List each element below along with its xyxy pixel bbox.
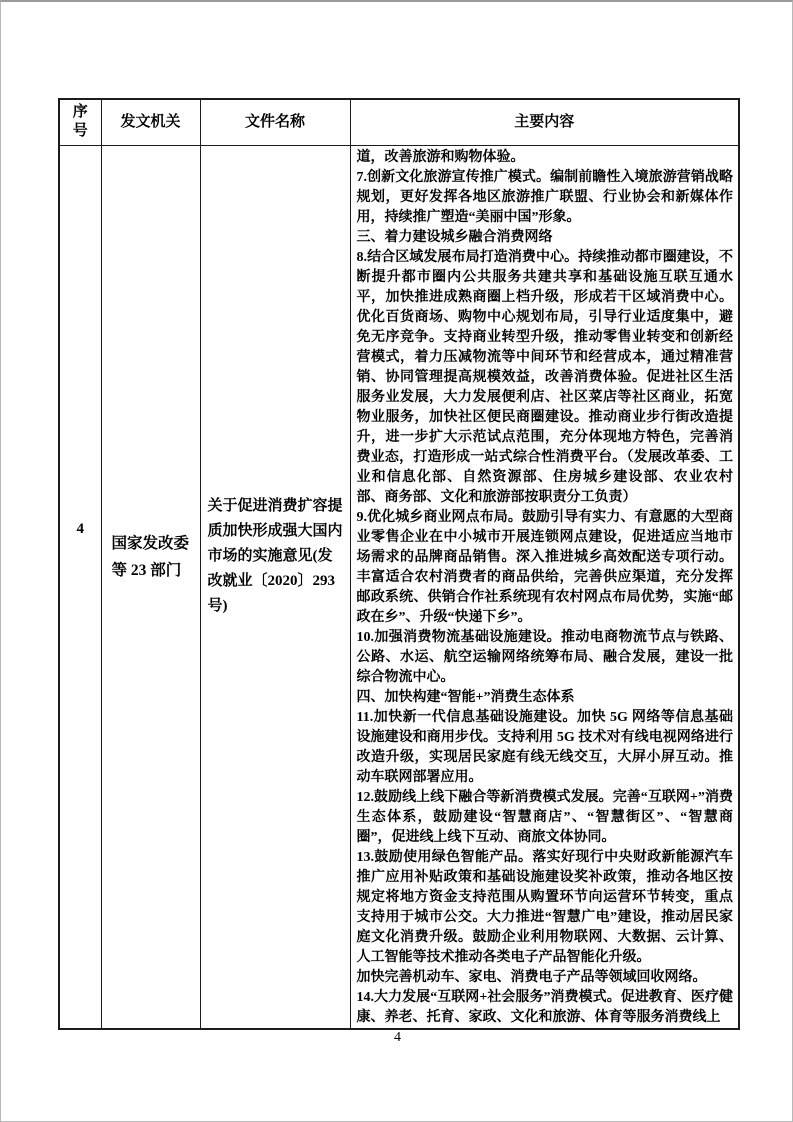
- content-paragraph: 12.鼓励线上线下融合等新消费模式发展。完善“互联网+”消费生态体系，鼓励建设“智慧商店”、“智慧街区”、“智慧商圈”，促进线上线下互动、商旅文体协同。: [356, 789, 733, 845]
- content-paragraph: 13.鼓励使用绿色智能产品。落实好现行中央财政新能源汽车推广应用补贴政策和基础设施建设奖补政策，推动各地区按规定将地方资金支持范围从购置环节向运营环节转变，重点支持用于城市公交。大力推进“智慧广电”建设，推动居民家庭文化消费升级。鼓励企业利用物联网、大数据、云计算、人工智能等技术推动各类电子产品智能化升级。: [356, 849, 733, 965]
- agency-line: 国家发改委: [111, 534, 190, 552]
- content-paragraph: 加快完善机动车、家电、消费电子产品等领域回收网络。: [356, 969, 707, 985]
- agency-line: 等 23 部门: [111, 561, 182, 579]
- content-paragraph: 三、着力建设城乡融合消费网络: [356, 229, 553, 245]
- header-main-content: 主要内容: [350, 99, 739, 145]
- header-serial-number-label: 序号: [72, 104, 88, 140]
- content-paragraph: 9.优化城乡商业网点布局。鼓励引导有实力、有意愿的大型商业零售企业在中小城市开展连锁网点建设，促进适应当地市场需求的品牌商品销售。深入推进城乡高效配送专项行动。丰富适合农村消费者的商品供给，完善供应渠道，充分发挥邮政系统、供销合作社系统现有农村网点布局优势，实施“邮政在乡”、升级“快递下乡”。: [356, 509, 733, 625]
- header-serial-number: [59, 99, 101, 145]
- serial-number-value: 4: [76, 520, 84, 537]
- issuing-agency-text: [112, 530, 196, 584]
- issuing-agency-cell: [101, 145, 200, 1029]
- document-name-cell: [200, 145, 350, 1029]
- content-paragraph: 道，改善旅游和购物体验。: [356, 149, 525, 165]
- page-number: 4: [394, 1030, 401, 1045]
- content-paragraph: 10.加强消费物流基础设施建设。推动电商物流节点与铁路、公路、水运、航空运输网络统筹布局、融合发展，建设一批综合物流中心。: [356, 629, 733, 685]
- main-content-text: [357, 148, 734, 1028]
- content-paragraph: 11.加快新一代信息基础设施建设。加快 5G 网络等信息基础设施建设和商用步伐。支持利用 5G 技术对有线电视网络进行改造升级，实现居民家庭有线无线交互，大屏小屏互动。推动车联网部署应用。: [356, 709, 733, 785]
- table-header-row: [59, 99, 739, 145]
- content-paragraph: 四、加快构建“智能+”消费生态体系: [356, 689, 575, 705]
- document-name-text: 关于促进消费扩容提质加快形成强大国内市场的实施意见(发改就业〔2020〕293 号): [207, 498, 343, 614]
- content-paragraph: 8.结合区域发展布局打造消费中心。持续推动都市圈建设，不断提升都市圈内公共服务共建共享和基础设施互联互通水平，加快推进成熟商圈上档升级，形成若干区域消费中心。优化百货商场、购物中心规划布局，引导行业适度集中，避免无序竞争。支持商业转型升级，推动零售业转变和创新经营模式，着力压减物流等中间环节和经营成本，通过精准营销、协同管理提高规模效益，改善消费体验。促进社区生活服务业发展，大力发展便利店、社区菜店等社区商业，拓宽物业服务，加快社区便民商圈建设。推动商业步行街改造提升，进一步扩大示范试点范围，充分体现地方特色，完善消费业态，打造形成一站式综合性消费平台。（发展改革委、工业和信息化部、自然资源部、住房城乡建设部、农业农村部、商务部、文化和旅游部按职责分工负责）: [356, 249, 733, 505]
- header-issuing-agency: 发文机关: [101, 99, 200, 145]
- serial-number-cell: [59, 145, 101, 1029]
- table-row: [59, 145, 739, 1029]
- content-paragraph: 7.创新文化旅游宣传推广模式。编制前瞻性入境旅游营销战略规划，更好发挥各地区旅游推广联盟、行业协会和新媒体作用，持续推广塑造“美丽中国”形象。: [356, 169, 733, 225]
- main-content-cell: [350, 145, 739, 1029]
- header-document-name: 文件名称: [200, 99, 350, 145]
- content-paragraph: 14.大力发展“互联网+社会服务”消费模式。促进教育、医疗健康、养老、托育、家政、文化和旅游、体育等服务消费线上: [356, 989, 733, 1025]
- regulation-table: [58, 98, 740, 1030]
